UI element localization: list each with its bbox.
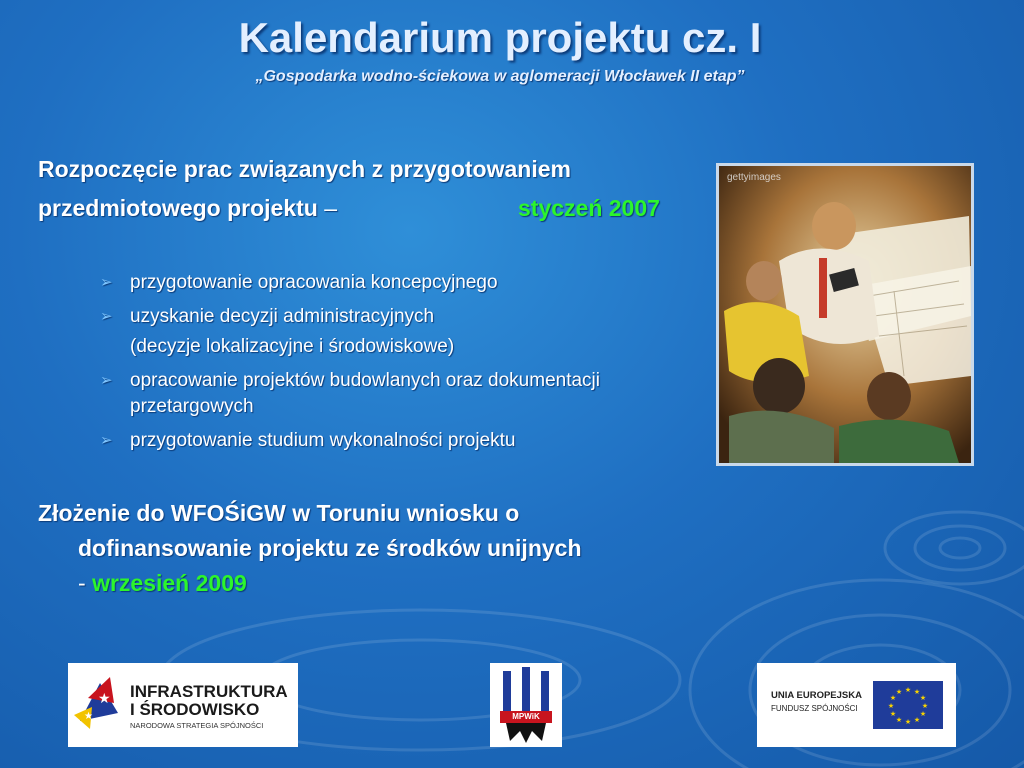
list-item [100, 428, 710, 454]
project-start-date: styczeń 2007 [518, 195, 660, 221]
svg-text:★: ★ [919, 694, 927, 702]
project-start-dash: – [324, 195, 338, 221]
eu-cohesion-fund-logo [757, 663, 956, 747]
list-item-text: (decyzje lokalizacyjne i środowiskowe) [130, 336, 455, 357]
application-submission-block [38, 496, 728, 601]
submission-line3 [38, 566, 728, 601]
submission-dash: - [78, 570, 93, 596]
infrastruktura-text [130, 683, 288, 719]
submission-line2: dofinansowanie projektu ze środków unijnych [78, 535, 582, 561]
submission-line1: Złożenie do WFOŚiGW w Toruniu wniosku o [38, 500, 520, 526]
logo1-line1: INFRASTRUKTURA [130, 682, 288, 701]
engineers-meeting-photo [716, 163, 974, 466]
slide-title: Kalendarium projektu cz. I [238, 14, 762, 61]
svg-text:★: ★ [98, 691, 111, 707]
list-item-continuation [100, 334, 710, 360]
svg-text:★: ★ [887, 702, 895, 710]
list-item [100, 304, 710, 330]
arrow-bullet-icon: ➢ [100, 372, 113, 389]
photo-illustration [719, 166, 971, 463]
svg-text:★: ★ [889, 694, 897, 702]
svg-text:★: ★ [904, 686, 912, 694]
getty-watermark: gettyimages [727, 172, 781, 183]
mpwik-label: MPWiK [512, 712, 540, 721]
list-item [100, 270, 710, 296]
svg-text:★: ★ [889, 710, 897, 718]
project-start-block [38, 150, 708, 228]
project-start-line2 [38, 189, 708, 228]
svg-text:★: ★ [921, 702, 929, 710]
arrow-bullet-icon: ➢ [100, 432, 113, 449]
mpwik-emblem-icon [490, 663, 562, 747]
svg-text:★: ★ [895, 688, 903, 696]
arrow-bullet-icon: ➢ [100, 274, 113, 291]
svg-text:★: ★ [84, 711, 93, 722]
svg-text:★: ★ [913, 688, 921, 696]
infrastruktura-srodowisko-logo [68, 663, 298, 747]
project-start-line2-text: przedmiotowego projektu [38, 195, 318, 221]
project-start-line1: Rozpoczęcie prac związanych z przygotowaniem [38, 156, 571, 182]
task-bullet-list [100, 270, 710, 462]
list-item-text: opracowanie projektów budowlanych oraz dokumentacji przetargowych [130, 370, 600, 417]
list-item-text: przygotowanie opracowania koncepcyjnego [130, 272, 498, 293]
svg-text:★: ★ [904, 718, 912, 726]
nss-flag-icon [70, 663, 130, 747]
logo1-line3: NARODOWA STRATEGIA SPÓJNOŚCI [130, 721, 264, 730]
eu-line1: UNIA EUROPEJSKA [771, 690, 862, 701]
list-item-text: przygotowanie studium wykonalności projektu [130, 430, 516, 451]
svg-text:★: ★ [919, 710, 927, 718]
mpwik-logo [490, 663, 562, 747]
eu-line2: FUNDUSZ SPÓJNOŚCI [771, 704, 858, 713]
list-item-text: uzyskanie decyzji administracyjnych [130, 306, 435, 327]
svg-text:★: ★ [913, 716, 921, 724]
slide-subtitle: „Gospodarka wodno-ściekowa w aglomeracji Włocławek II etap” [255, 68, 745, 85]
logo1-line2: I ŚRODOWISKO [130, 700, 260, 719]
submission-date: wrzesień 2009 [92, 570, 247, 596]
eu-text [771, 689, 862, 715]
eu-flag-icon [873, 681, 943, 729]
list-item [100, 368, 710, 420]
arrow-bullet-icon: ➢ [100, 308, 113, 325]
svg-text:★: ★ [895, 716, 903, 724]
